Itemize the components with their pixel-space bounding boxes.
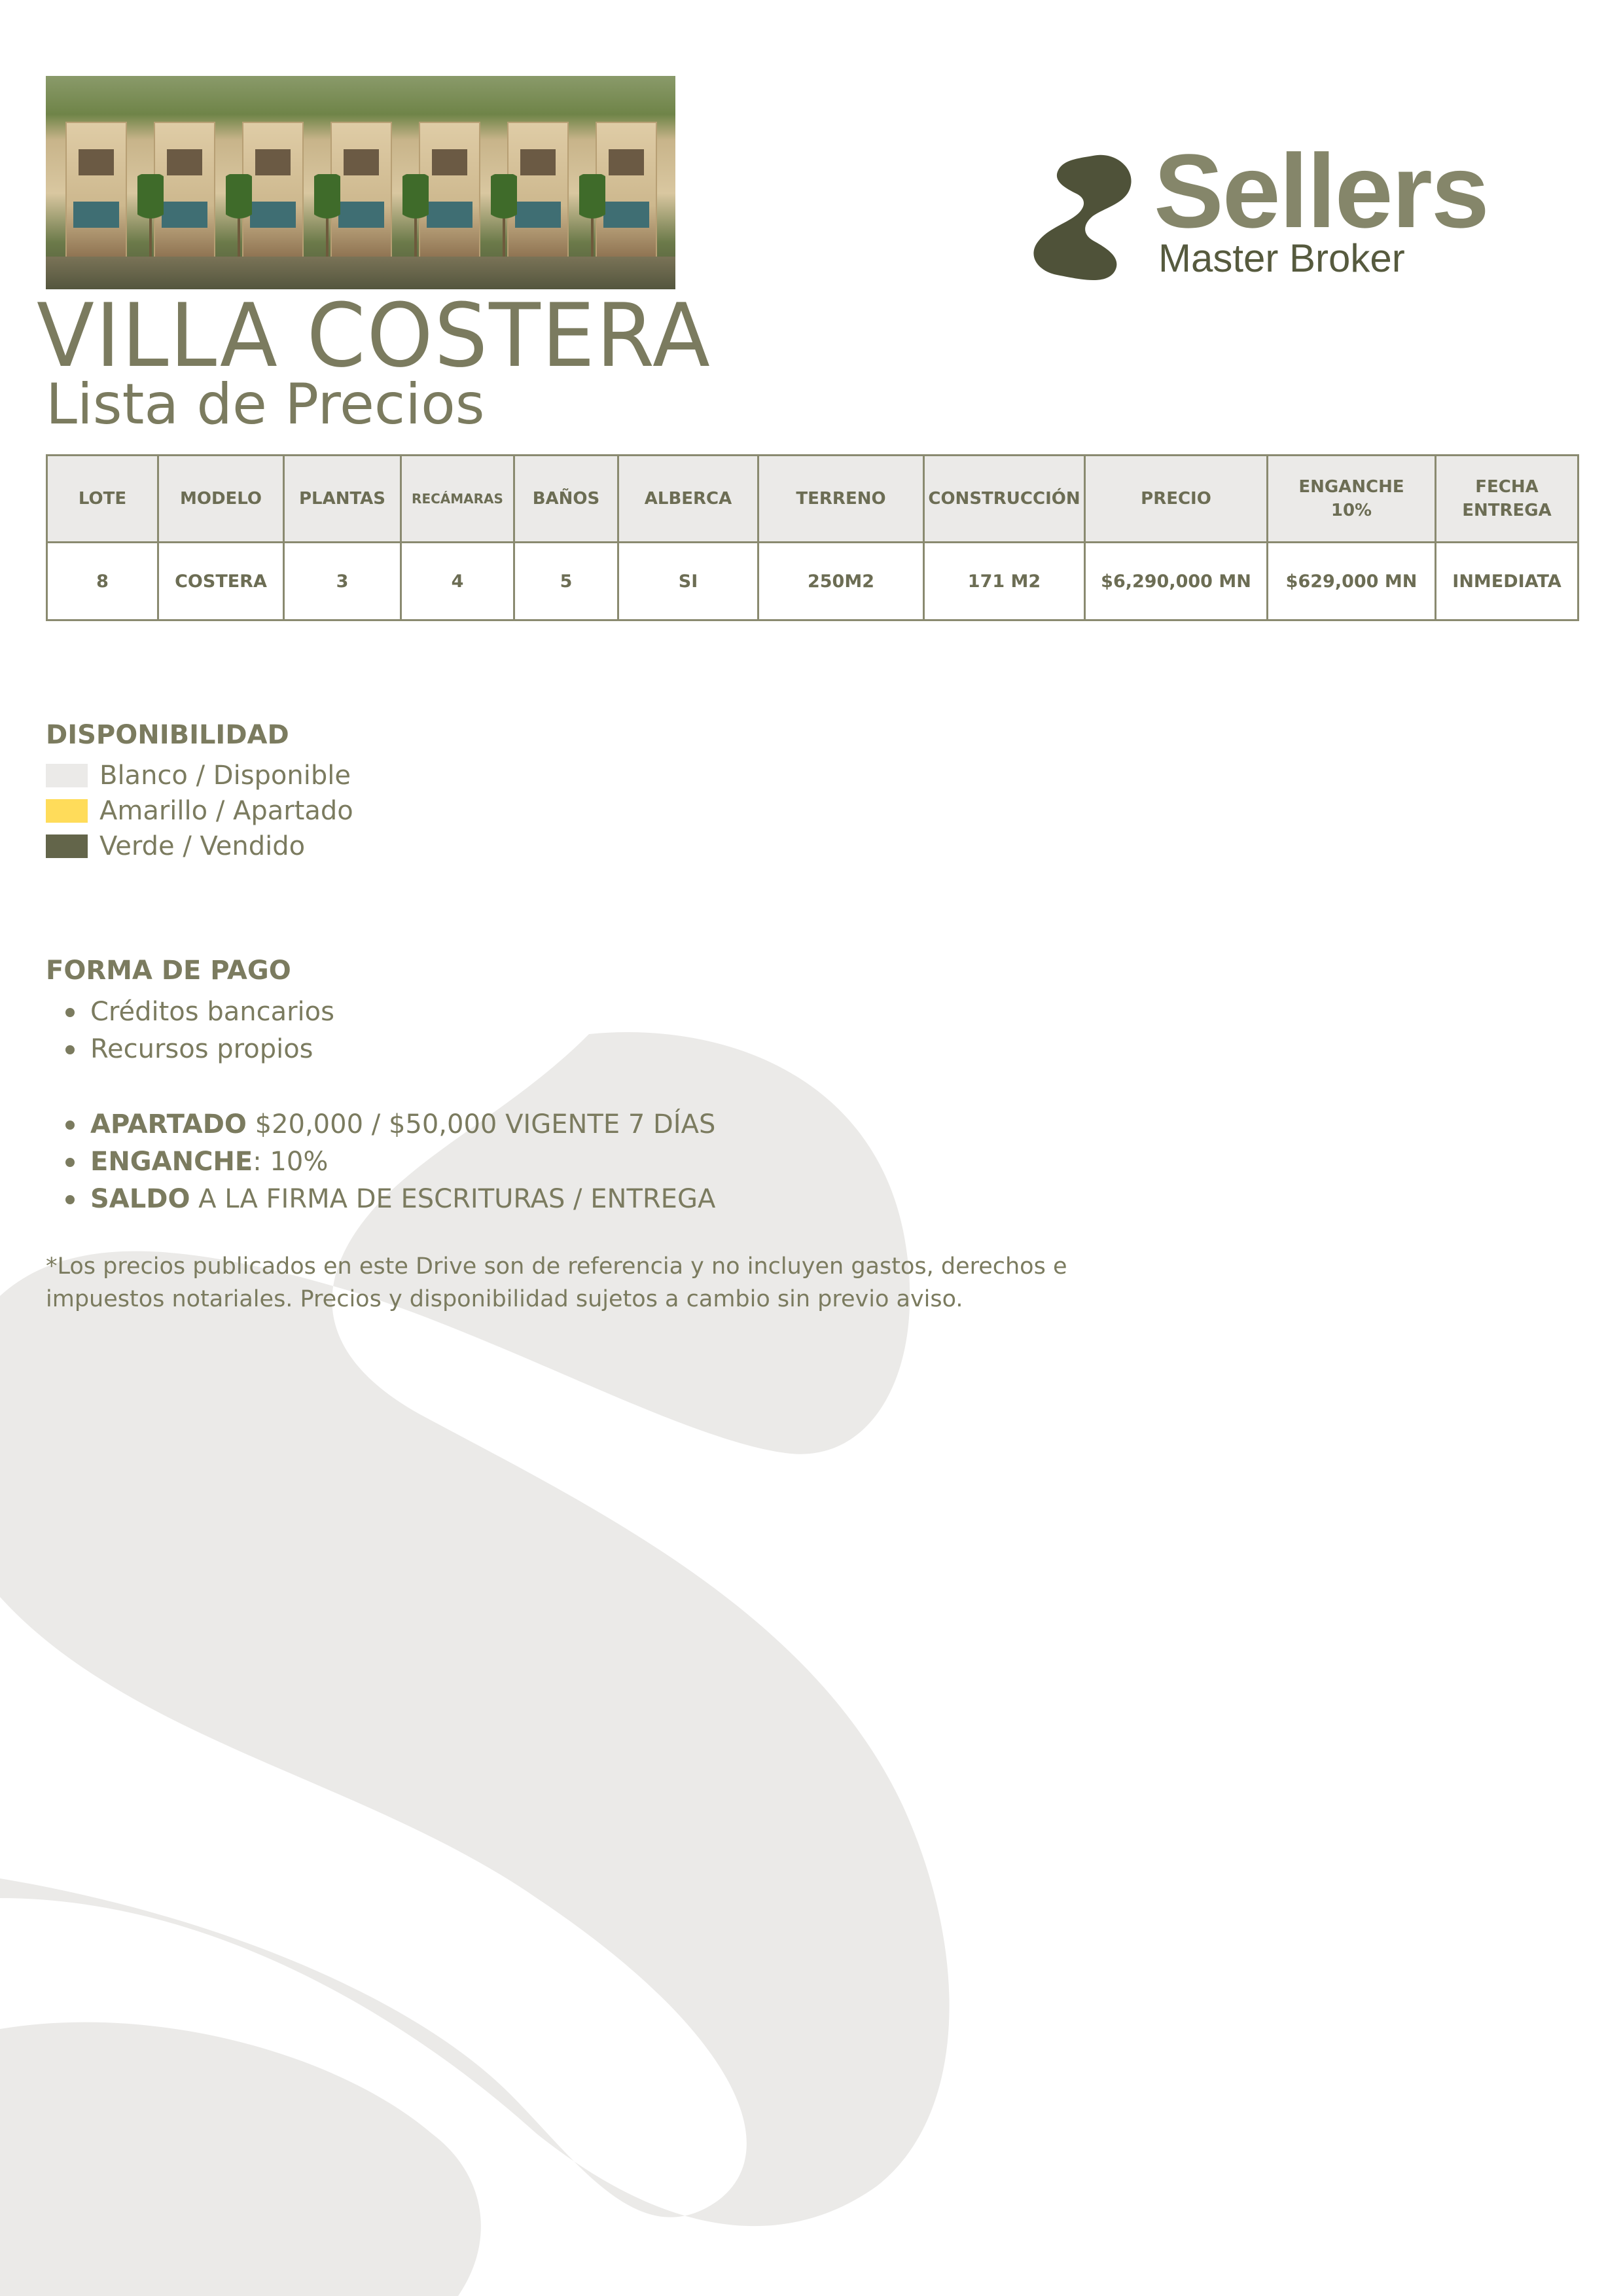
cell-modelo: COSTERA	[158, 543, 284, 620]
hero-image	[46, 76, 675, 289]
legend-swatch-green	[46, 834, 88, 858]
price-table	[46, 454, 1579, 621]
header-banos: BAÑOS	[514, 456, 618, 543]
header-alberca: ALBERCA	[618, 456, 758, 543]
header-precio: PRECIO	[1085, 456, 1268, 543]
logo-name: Sellers	[1154, 132, 1488, 249]
term-label: ENGANCHE	[90, 1147, 253, 1177]
legend-item-reserved	[46, 795, 353, 827]
legend-label: Blanco / Disponible	[99, 761, 351, 791]
cell-banos: 5	[514, 543, 618, 620]
legend-item-available	[46, 759, 351, 792]
sellers-logo	[1031, 132, 1554, 288]
table-row	[47, 543, 1578, 620]
legend-item-sold	[46, 830, 305, 863]
payment-methods-list	[65, 994, 334, 1068]
cell-lote: 8	[47, 543, 158, 620]
header-construccion: CONSTRUCCIÓN	[924, 456, 1085, 543]
legend-label: Verde / Vendido	[99, 831, 306, 861]
cell-alberca: SI	[618, 543, 758, 620]
table-header-row	[47, 456, 1578, 543]
cell-fecha-entrega: INMEDIATA	[1436, 543, 1578, 620]
term-label: SALDO	[90, 1184, 190, 1214]
availability-title: DISPONIBILIDAD	[46, 720, 289, 750]
cell-construccion: 171 M2	[924, 543, 1085, 620]
header-plantas: PLANTAS	[284, 456, 401, 543]
page-subtitle: Lista de Precios	[46, 372, 485, 437]
s-mark-icon	[1031, 151, 1135, 281]
list-item: Recursos propios	[65, 1031, 334, 1068]
header-modelo: MODELO	[158, 456, 284, 543]
cell-precio: $6,290,000 MN	[1085, 543, 1268, 620]
header-lote: LOTE	[47, 456, 158, 543]
header-recamaras: RECÁMARAS	[401, 456, 514, 543]
term-value: : 10%	[253, 1147, 329, 1177]
legend-swatch-white	[46, 764, 88, 787]
payment-terms-list	[65, 1106, 715, 1218]
page-title: VILLA COSTERA	[37, 285, 711, 387]
payment-title: FORMA DE PAGO	[46, 956, 291, 986]
term-value: $20,000 / $50,000 VIGENTE 7 DÍAS	[246, 1109, 716, 1139]
term-label: APARTADO	[90, 1109, 247, 1139]
cell-plantas: 3	[284, 543, 401, 620]
header-terreno: TERRENO	[758, 456, 924, 543]
cell-terreno: 250M2	[758, 543, 924, 620]
logo-tagline: Master Broker	[1158, 236, 1405, 280]
legend-swatch-yellow	[46, 799, 88, 823]
header-enganche: ENGANCHE 10%	[1268, 456, 1436, 543]
cell-recamaras: 4	[401, 543, 514, 620]
header-fecha-entrega: FECHA ENTREGA	[1436, 456, 1578, 543]
list-item	[65, 1181, 715, 1218]
list-item	[65, 1106, 715, 1143]
disclaimer: *Los precios publicados en este Drive son de referencia y no incluyen gastos, derechos e impuestos notariales. Precios y disponibilidad sujetos a cambio sin previo aviso.	[46, 1253, 1067, 1312]
legend-label: Amarillo / Apartado	[99, 796, 353, 826]
term-value: A LA FIRMA DE ESCRITURAS / ENTREGA	[190, 1184, 716, 1214]
list-item: Créditos bancarios	[65, 994, 334, 1031]
list-item	[65, 1143, 715, 1181]
cell-enganche: $629,000 MN	[1268, 543, 1436, 620]
